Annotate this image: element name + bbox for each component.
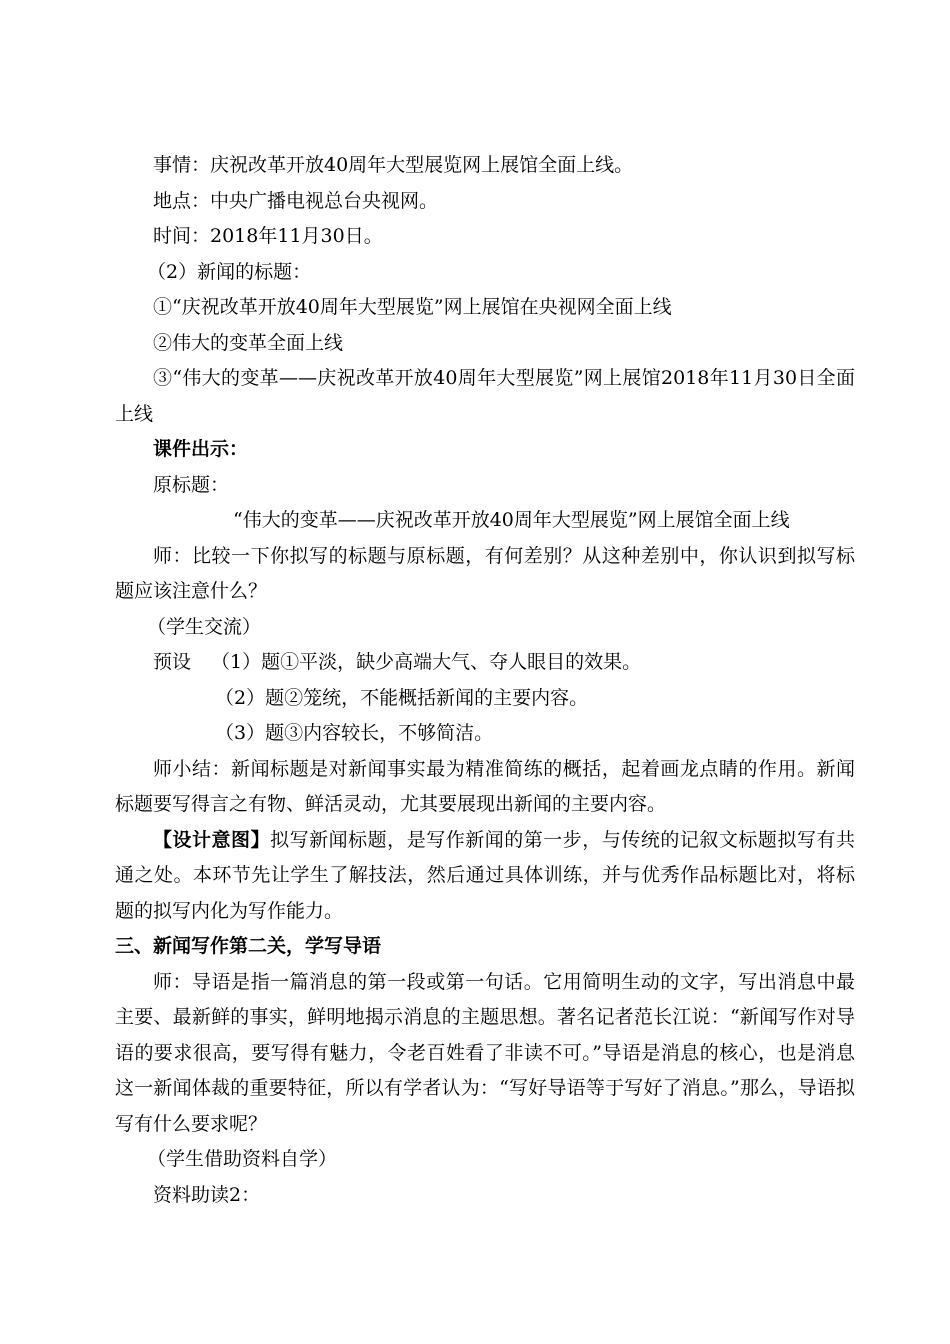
self-study-note: （学生借助资料自学） xyxy=(147,1148,338,1170)
title-option-1: ①“庆祝改革开放40周年大型展览”网上展馆在央视网全面上线 xyxy=(153,296,672,318)
preset-item-1: （1）题①平淡，缺少高端大气、夺人眼目的效果。 xyxy=(211,651,642,673)
event-line: 事情：庆祝改革开放40周年大型展览网上展馆全面上线。 xyxy=(153,154,634,176)
courseware-label: 课件出示： xyxy=(153,438,249,460)
title-option-2: ②伟大的变革全面上线 xyxy=(153,331,344,354)
design-intent-label: 【设计意图】 xyxy=(153,828,271,851)
preset-item-3: （3）题③内容较长，不够简洁。 xyxy=(215,722,494,744)
original-title: “伟大的变革——庆祝改革开放40周年大型展览”网上展馆全面上线 xyxy=(233,509,790,531)
student-exchange: （学生交流） xyxy=(147,615,262,638)
place-line: 地点：中央广播电视总台央视网。 xyxy=(153,189,439,212)
section-heading: 三、新闻写作第二关，学写导语 xyxy=(115,935,382,957)
teacher-summary: 师小结：新闻标题是对新闻事实最为精准简练的概括，起着画龙点睛的作用。新闻标题要写得言之有物、鲜活灵动，尤其要展现出新闻的主要内容。 xyxy=(115,757,855,815)
title-option-3: ③“伟大的变革——庆祝改革开放40周年大型展览”网上展馆2018年11月30日全面上线 xyxy=(115,367,855,425)
preset-label: 预设 xyxy=(153,651,192,673)
teacher-lead-paragraph: 师：导语是指一篇消息的第一段或第一句话。它用简明生动的文字，写出消息中最主要、最新鲜的事实，鲜明地揭示消息的主题思想。著名记者范长江说：“新闻写作对导语的要求很高，要写得有魅力，令老百姓看了非读不可。”导语是消息的核心，也是消息这一新闻体裁的重要特征，所以有学者认为：“写好导语等于写好了消息。”那么，导语拟写有什么要求呢？ xyxy=(115,970,855,1135)
time-line: 时间：2018年11月30日。 xyxy=(153,225,383,247)
original-title-label: 原标题： xyxy=(153,473,230,496)
document-body xyxy=(115,148,855,1213)
preset-row-1 xyxy=(115,645,855,681)
title-label: （2）新闻的标题： xyxy=(147,260,312,283)
material-label: 资料助读2： xyxy=(153,1183,261,1206)
teacher-question: 师：比较一下你拟写的标题与原标题，有何差别？从这种差别中，你认识到拟写标题应该注意什么？ xyxy=(115,544,855,602)
design-intent-text: 拟写新闻标题，是写作新闻的第一步，与传统的记叙文标题拟写有共通之处。本环节先让学生了解技法，然后通过具体训练，并与优秀作品标题比对，将标题的拟写内化为写作能力。 xyxy=(115,828,855,922)
design-intent xyxy=(115,823,855,930)
preset-item-2: （2）题②笼统，不能概括新闻的主要内容。 xyxy=(215,686,589,709)
